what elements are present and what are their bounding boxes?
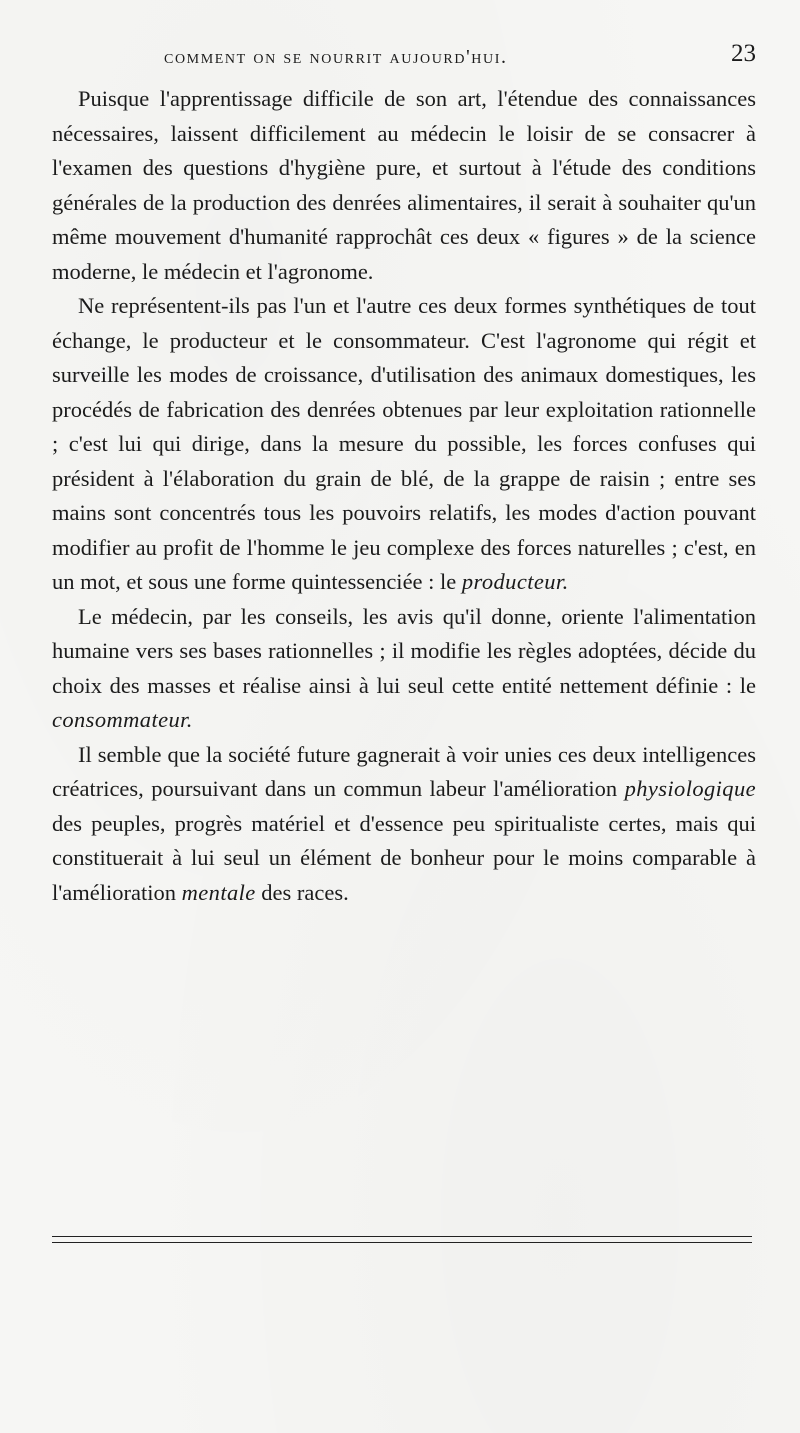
paragraph-1 [52,82,756,289]
emphasis-physiologique: physiologique [624,776,756,801]
emphasis-producteur: producteur. [461,569,569,594]
paragraph-2 [52,289,756,600]
running-title: comment on se nourrit aujourd'hui. [164,46,508,68]
footer-double-rule [52,1236,752,1243]
paragraph-4 [52,738,756,911]
paragraph-text: Le médecin, par les conseils, les avis qu'il donne, oriente l'alimentation humaine vers ses bases rationnelles ; il modifie les règles adoptées, décide du choix des masses et réalise ainsi à lui seul cette entité nettement définie : le [52,603,756,698]
paragraph-text: des peuples, progrès matériel et d'essence peu spiritualiste certes, mais qui constituerait à lui seul un élément de bonheur pour le moins comparable à l'amélioration [52,810,756,905]
body-text [52,82,756,910]
emphasis-mentale: mentale [181,879,256,905]
emphasis-consommateur: consommateur. [52,707,193,732]
page-number: 23 [731,40,756,67]
paragraph-text: Il semble que la société future gagnerait à voir unies ces deux intelligences créatrices, poursuivant dans un commun labeur l'amélioration [52,741,756,801]
paragraph-3 [52,600,756,738]
running-header [52,40,760,76]
paragraph-text: Ne représentent-ils pas l'un et l'autre ces deux formes synthétiques de tout échange, le producteur et le consommateur. C'est l'agronome qui régit et surveille les modes de croissance, d'utilisation des animaux domestiques, les procédés de fabrication des denrées obtenues par leur exploitation rationnelle ; c'est lui qui dirige, dans la mesure du possible, les forces confuses qui président à l'élaboration du grain de blé, de la grappe de raisin ; entre ses mains sont concentrés tous les pouvoirs relatifs, les modes d'action pouvant modifier au profit de l'homme le jeu complexe des forces naturelles ; c'est, en un mot, et sous une forme quintessenciée : le [52,293,756,594]
paragraph-text: des races. [255,879,349,905]
paragraph-text: Puisque l'apprentissage difficile de son art, l'étendue des connaissances nécessaires, laissent difficilement au médecin le loisir de se consacrer à l'examen des questions d'hygiène pure, et surtout à l'étude des conditions générales de la production des denrées alimentaires, il serait à souhaiter qu'un même mouvement d'humanité rapprochât ces deux « figures » de la science moderne, le médecin et l'agronome. [52,86,756,284]
